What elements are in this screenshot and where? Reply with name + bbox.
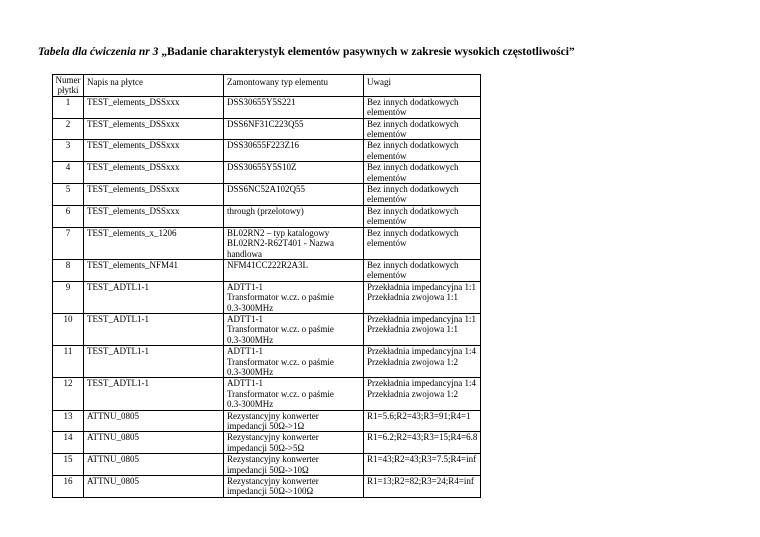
board-number-cell: 2 — [53, 118, 84, 140]
board-label-cell: TEST_elements_DSSxxx — [84, 162, 224, 184]
table-row — [53, 281, 481, 313]
board-number-cell: 16 — [53, 476, 84, 498]
notes-line: Przekładnia impedancyjna 1:4 — [367, 378, 476, 389]
notes-cell — [364, 118, 481, 140]
board-number-cell: 13 — [53, 410, 84, 432]
board-number-cell: 5 — [53, 184, 84, 206]
element-type-cell — [224, 432, 364, 454]
notes-cell — [364, 227, 481, 259]
board-number-cell: 12 — [53, 378, 84, 410]
notes-line: Bez innych dodatkowych — [367, 259, 459, 270]
element-type-line: impedancji 50Ω->10Ω — [227, 464, 309, 475]
element-type-cell — [224, 259, 364, 281]
title-prefix: Tabela dla ćwiczenia nr 3 — [38, 46, 159, 58]
board-number-cell: 1 — [53, 96, 84, 118]
element-type-line: ADTT1-1 — [227, 281, 263, 292]
notes-line: Bez innych dodatkowych — [367, 205, 459, 216]
board-number-cell: 9 — [53, 281, 84, 313]
notes-line: R1=6.2;R2=43;R3=15;R4=6.8 — [367, 432, 478, 443]
element-type-line: ADTT1-1 — [227, 378, 263, 389]
board-label-cell: ATTNU_0805 — [84, 432, 224, 454]
table-row — [53, 410, 481, 432]
element-type-line: 0.3-300MHz — [227, 302, 274, 313]
element-type-cell — [224, 410, 364, 432]
notes-cell — [364, 281, 481, 313]
board-label-cell: ATTNU_0805 — [84, 454, 224, 476]
notes-cell — [364, 476, 481, 498]
table-row — [53, 184, 481, 206]
board-label-cell: TEST_ADTL1-1 — [84, 313, 224, 345]
element-type-cell — [224, 184, 364, 206]
board-label-cell: TEST_elements_x_1206 — [84, 227, 224, 259]
element-type-cell — [224, 346, 364, 378]
element-type-cell — [224, 313, 364, 345]
board-label-cell: TEST_elements_DSSxxx — [84, 184, 224, 206]
element-type-cell — [224, 162, 364, 184]
element-type-line: Transformator w.cz. o paśmie — [227, 388, 334, 399]
notes-cell — [364, 140, 481, 162]
notes-line: elementów — [367, 172, 407, 183]
element-type-cell — [224, 454, 364, 476]
notes-cell — [364, 259, 481, 281]
element-type-line: BL02RN2 – typ katalogowy — [227, 227, 330, 238]
table-row — [53, 140, 481, 162]
board-label-cell: ATTNU_0805 — [84, 476, 224, 498]
element-type-line: impedancji 50Ω->5Ω — [227, 442, 305, 453]
table-row — [53, 378, 481, 410]
notes-cell — [364, 162, 481, 184]
element-type-line: DSS6NC52A102Q55 — [227, 184, 306, 195]
board-number-cell: 7 — [53, 227, 84, 259]
element-type-line: through (przelotowy) — [227, 205, 304, 216]
element-type-line: Rezystancyjny konwerter — [227, 454, 319, 465]
notes-cell — [364, 184, 481, 206]
element-type-line: Transformator w.cz. o paśmie — [227, 292, 334, 303]
element-type-line: impedancji 50Ω->100Ω — [227, 486, 314, 497]
notes-line: Przekładnia zwojowa 1:2 — [367, 356, 458, 367]
notes-line: elementów — [367, 194, 407, 205]
element-type-line: handlowa — [227, 248, 262, 259]
element-type-cell — [224, 96, 364, 118]
element-type-line: NFM41CC222R2A3L — [227, 259, 309, 270]
board-number-cell: 14 — [53, 432, 84, 454]
notes-line: Przekładnia zwojowa 1:1 — [367, 292, 458, 303]
element-type-cell — [224, 118, 364, 140]
notes-cell — [364, 313, 481, 345]
table-row — [53, 259, 481, 281]
title-rest: „Badanie charakterystyk elementów pasywnych w zakresie wysokich częstotliwości” — [158, 46, 575, 58]
board-number-cell: 10 — [53, 313, 84, 345]
board-number-cell: 6 — [53, 205, 84, 227]
element-type-line: 0.3-300MHz — [227, 366, 274, 377]
notes-line: Bez innych dodatkowych — [367, 162, 459, 173]
board-label-cell: ATTNU_0805 — [84, 410, 224, 432]
header-board-number-line2: płytki — [57, 85, 79, 96]
element-type-line: DSS30655Y5S10Z — [227, 162, 297, 173]
table-row — [53, 205, 481, 227]
element-type-cell — [224, 140, 364, 162]
board-label-cell: TEST_elements_DSSxxx — [84, 205, 224, 227]
notes-cell — [364, 205, 481, 227]
board-label-cell: TEST_elements_DSSxxx — [84, 96, 224, 118]
board-label-cell: TEST_ADTL1-1 — [84, 378, 224, 410]
table-row — [53, 96, 481, 118]
table-row — [53, 227, 481, 259]
board-number-cell: 11 — [53, 346, 84, 378]
element-type-line: BL02RN2-R62T401 - Nazwa — [227, 238, 334, 249]
notes-cell — [364, 410, 481, 432]
element-type-line: ADTT1-1 — [227, 313, 263, 324]
notes-line: Przekładnia impedancyjna 1:1 — [367, 281, 476, 292]
board-label-cell: TEST_ADTL1-1 — [84, 346, 224, 378]
table-row — [53, 476, 481, 498]
board-label-cell: TEST_elements_DSSxxx — [84, 140, 224, 162]
notes-cell — [364, 346, 481, 378]
element-type-line: Rezystancyjny konwerter — [227, 476, 319, 487]
notes-line: Bez innych dodatkowych — [367, 118, 459, 129]
notes-line: elementów — [367, 216, 407, 227]
notes-line: Przekładnia zwojowa 1:1 — [367, 324, 458, 335]
header-element-type: Zamontowany typ elementu — [224, 75, 364, 97]
element-type-line: 0.3-300MHz — [227, 399, 274, 410]
notes-line: Bez innych dodatkowych — [367, 96, 459, 107]
element-type-line: DSS30655F223Z16 — [227, 140, 300, 151]
board-number-cell: 4 — [53, 162, 84, 184]
element-type-line: Transformator w.cz. o paśmie — [227, 324, 334, 335]
element-type-cell — [224, 476, 364, 498]
notes-line: Bez innych dodatkowych — [367, 227, 459, 238]
header-notes: Uwagi — [364, 75, 481, 97]
board-label-cell: TEST_elements_DSSxxx — [84, 118, 224, 140]
element-type-line: Rezystancyjny konwerter — [227, 410, 319, 421]
element-type-cell — [224, 205, 364, 227]
element-type-line: Transformator w.cz. o paśmie — [227, 356, 334, 367]
notes-line: R1=43;R2=43;R3=7.5;R4=inf — [367, 454, 477, 465]
header-row — [53, 75, 481, 97]
table-row — [53, 346, 481, 378]
element-type-line: ADTT1-1 — [227, 346, 263, 357]
notes-line: elementów — [367, 107, 407, 118]
element-type-line: impedancji 50Ω->1Ω — [227, 421, 305, 431]
element-type-line: 0.3-300MHz — [227, 334, 274, 345]
board-label-cell: TEST_elements_NFM41 — [84, 259, 224, 281]
element-type-cell — [224, 378, 364, 410]
notes-line: Przekładnia impedancyjna 1:1 — [367, 313, 476, 324]
header-board-number — [53, 75, 84, 97]
element-type-line: DSS30655Y5S221 — [227, 96, 296, 107]
notes-cell — [364, 454, 481, 476]
element-type-line: DSS6NF31C223Q55 — [227, 118, 304, 129]
notes-cell — [364, 378, 481, 410]
notes-cell — [364, 432, 481, 454]
board-number-cell: 8 — [53, 259, 84, 281]
table-row — [53, 432, 481, 454]
element-type-cell — [224, 227, 364, 259]
notes-line: Przekładnia impedancyjna 1:4 — [367, 346, 476, 357]
notes-line: R1=13;R2=82;R3=24;R4=inf — [367, 476, 474, 487]
table-row — [53, 162, 481, 184]
elements-table — [52, 74, 481, 498]
element-type-cell — [224, 281, 364, 313]
board-label-cell: TEST_ADTL1-1 — [84, 281, 224, 313]
notes-line: Bez innych dodatkowych — [367, 184, 459, 195]
notes-line: Bez innych dodatkowych — [367, 140, 459, 151]
notes-line: elementów — [367, 150, 407, 161]
notes-line: elementów — [367, 238, 407, 249]
board-number-cell: 3 — [53, 140, 84, 162]
notes-line: elementów — [367, 270, 407, 281]
table-row — [53, 118, 481, 140]
board-number-cell: 15 — [53, 454, 84, 476]
notes-cell — [364, 96, 481, 118]
document-title — [38, 46, 575, 58]
notes-line: Przekładnia zwojowa 1:2 — [367, 388, 458, 399]
element-type-line: Rezystancyjny konwerter — [227, 432, 319, 443]
notes-line: elementów — [367, 129, 407, 140]
header-board-number-line1: Numer — [55, 75, 81, 85]
notes-line: R1=5.6;R2=43;R3=91;R4=1 — [367, 410, 471, 421]
header-board-label: Napis na płytce — [84, 75, 224, 97]
table-row — [53, 454, 481, 476]
table-row — [53, 313, 481, 345]
